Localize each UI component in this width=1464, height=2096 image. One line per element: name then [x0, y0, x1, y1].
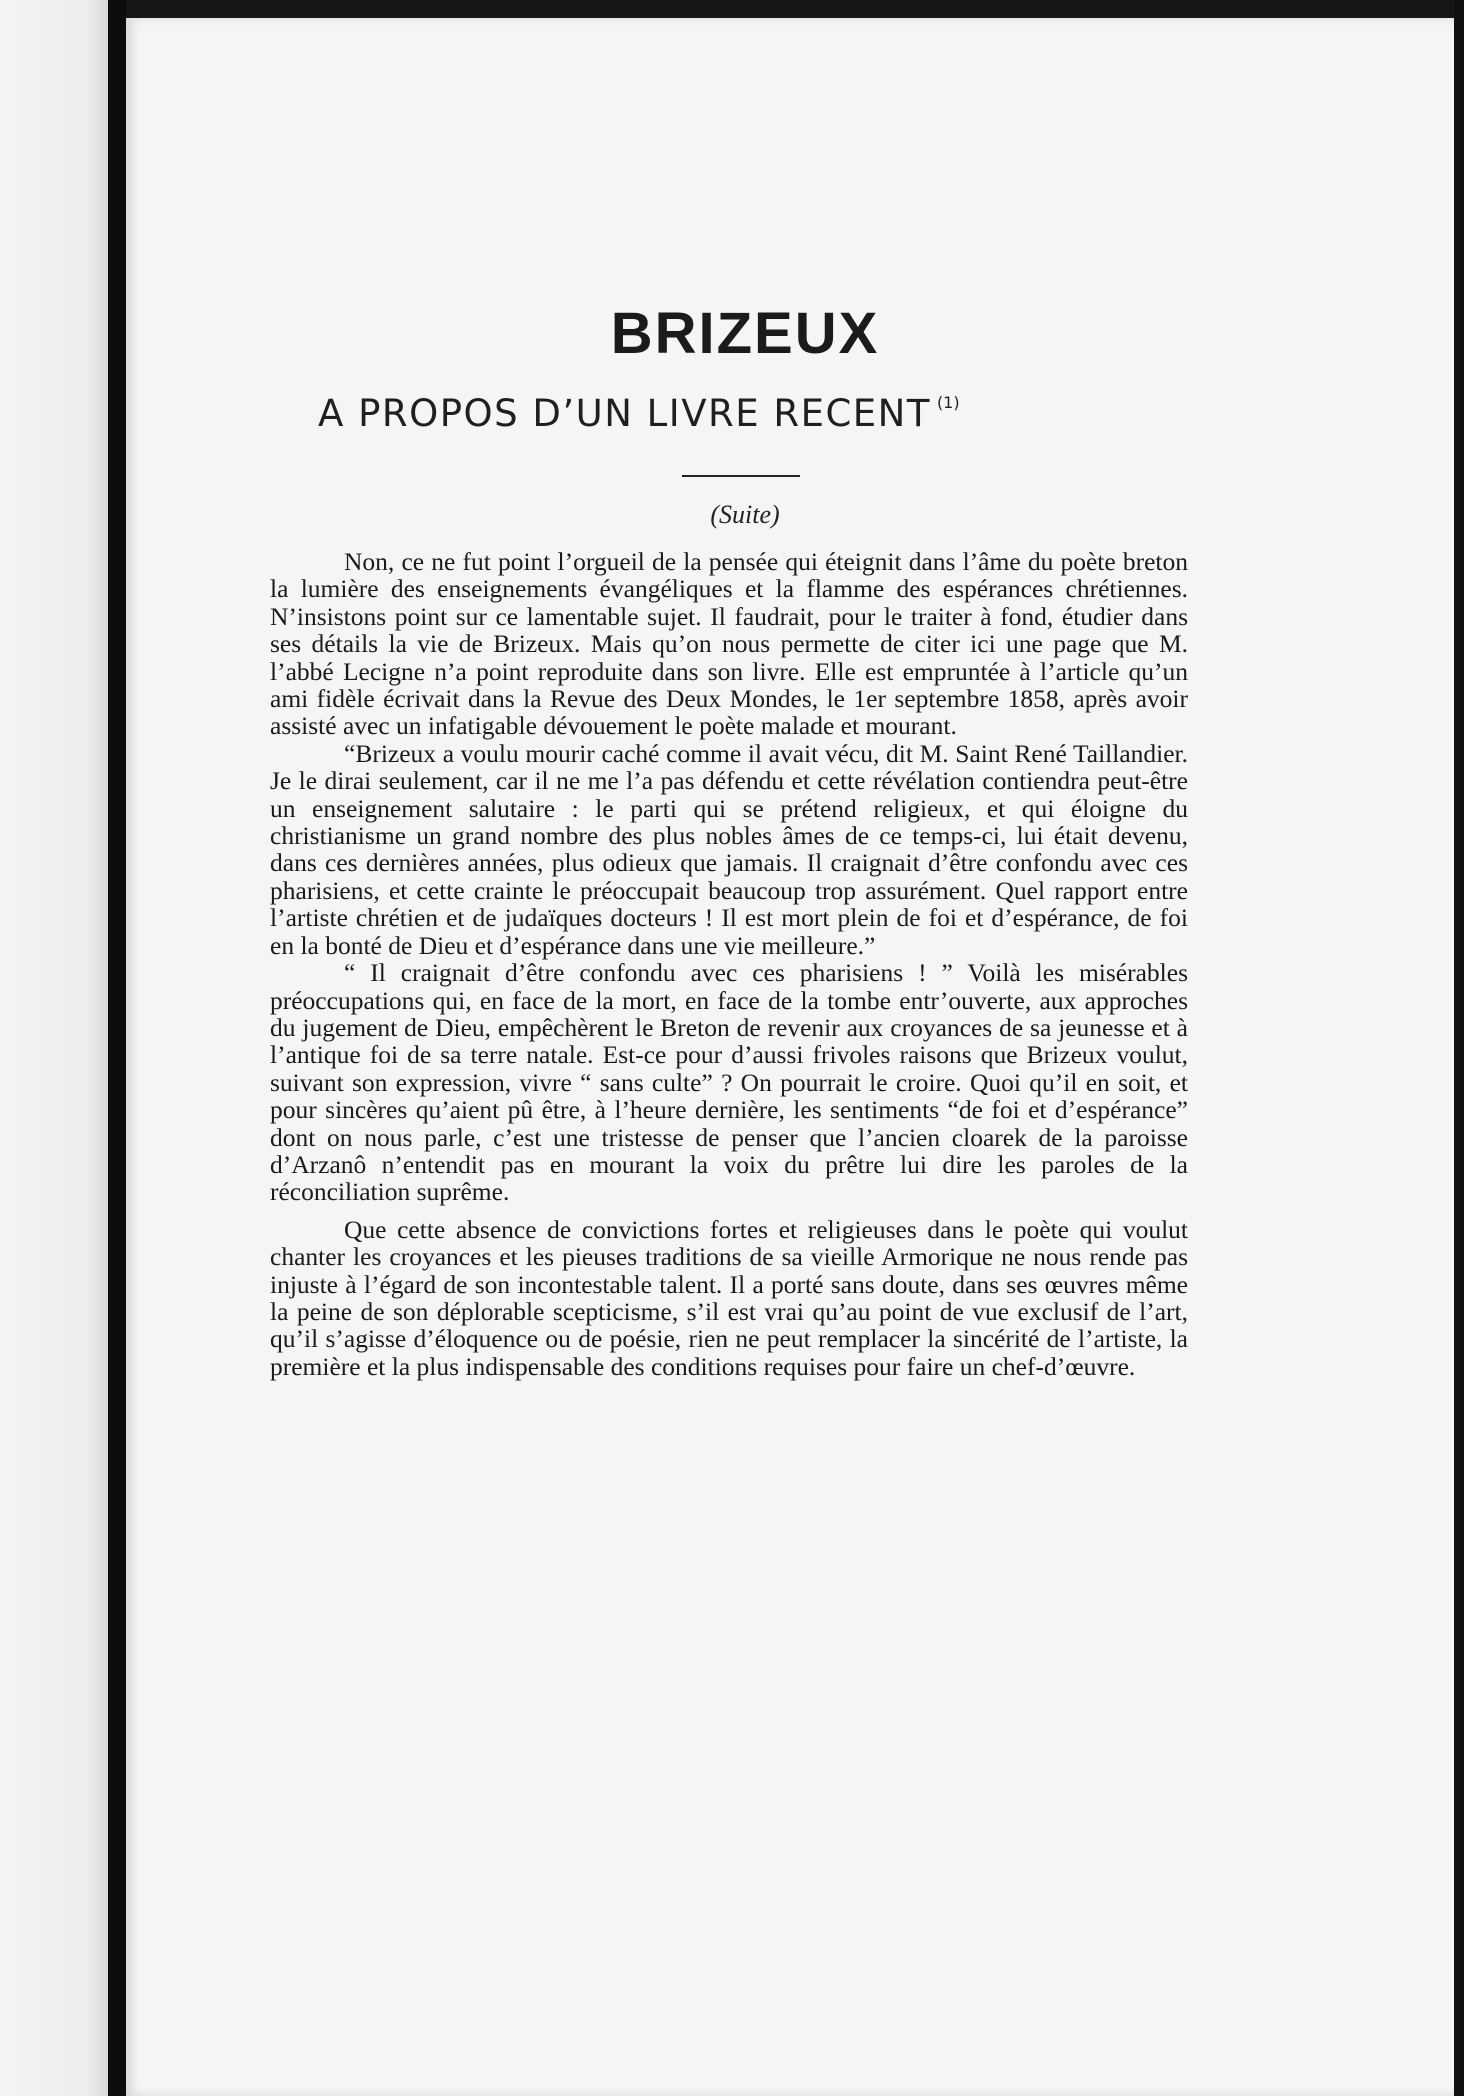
paragraph: Que cette absence de convictions fortes et religieuses dans le poète qui voulut chanter les croyances et les pieuses traditions de sa vieille Armorique ne nous rende pas injuste à l’égard de son incontestable talent. Il a porté sans doute, dans ses œuvres même la peine de son déplorable scepticisme, s’il est vrai qu’au point de vue exclusif de l’art, qu’il s’agisse d’éloquence ou de poésie, rien ne peut remplacer la sincérité de l’artiste, la première et la plus indispensable des conditions requises pour faire un chef-d’œuvre.	[270, 1214, 1188, 1381]
article-body	[270, 548, 1188, 1380]
subtitle-text: A PROPOS D’UN LIVRE RECENT	[318, 392, 931, 435]
footnote-marker: (1)	[936, 393, 960, 412]
paragraph: “ Il craignait d’être confondu avec ces pharisiens ! ” Voilà les misérables préoccupations qui, en face de la mort, en face de la tombe entr’ouverte, aux approches du jugement de Dieu, empêchèrent le Breton de revenir aux croyances de sa jeunesse et à l’antique foi de sa terre natale. Est-ce pour d’aussi frivoles raisons que Brizeux voulut, suivant son expression, vivre “ sans culte” ? On pourrait le croire. Quoi qu’il en soit, et pour sincères qu’aient pû être, à l’heure dernière, les sentiments “de foi et d’espérance” dont on nous parle, c’est une tristesse de penser que l’ancien cloarek de la paroisse d’Arzanô n’entendit pas en mourant la voix du prêtre lui dire les paroles de la réconciliation suprême.	[270, 958, 1188, 1207]
paragraph: Non, ce ne fut point l’orgueil de la pensée qui éteignit dans l’âme du poète breton la lumière des enseignements évangéliques et la flamme des espérances chrétiennes. N’insistons point sur ce lamentable sujet. Il faudrait, pour le traiter à fond, étudier dans ses détails la vie de Brizeux. Mais qu’on nous permette de citer ici une page que M. l’abbé Lecigne n’a point reproduite dans son livre. Elle est empruntée à l’article qu’un ami fidèle écrivait dans la Revue des Deux Mondes, le 1er septembre 1858, après avoir assisté avec un infatigable dévouement le poète malade et mourant.	[270, 547, 1188, 741]
article-title: BRIZEUX	[610, 301, 880, 366]
continuation-label: (Suite)	[710, 500, 780, 529]
paragraph: “Brizeux a voulu mourir caché comme il avait vécu, dit M. Saint René Taillandier. Je le dirai seulement, car il ne me l’a pas défendu et cette révélation contiendra peut-être un enseignement salutaire : le parti qui se prétend religieux, et qui éloigne du christianisme un grand nombre des plus nobles âmes de ce temps-ci, lui était devenu, dans ces dernières années, plus odieux que jamais. Il craignait d’être confondu avec ces pharisiens, et cette crainte le préoccupait beaucoup trop assurément. Quel rapport entre l’artiste chrétien et de judaïques docteurs ! Il est mort plein de foi et d’espérance, de foi en la bonté de Dieu et d’espérance dans une vie meilleure.”	[270, 738, 1188, 960]
title-rule	[682, 475, 800, 477]
article-subtitle	[318, 392, 1178, 435]
